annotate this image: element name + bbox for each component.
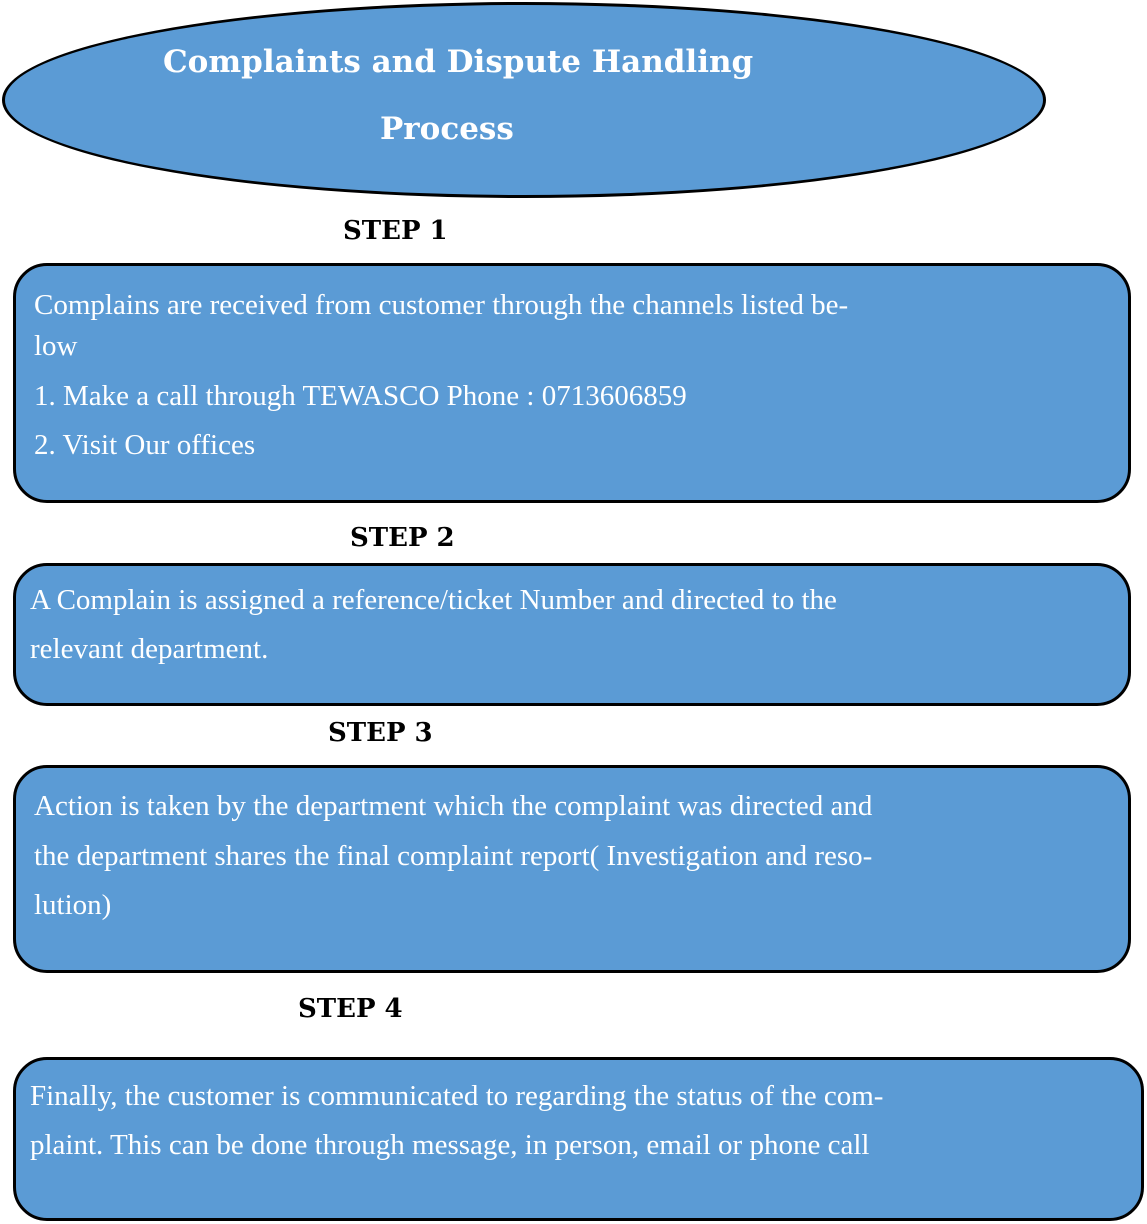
step-1-text-line-4: 2. Visit Our offices	[34, 429, 256, 461]
diagram-title-line-2: Process	[380, 111, 514, 147]
step-3-label: STEP 3	[328, 718, 433, 748]
step-1-text-line-2: low	[34, 330, 78, 362]
diagram-title-line-1: Complaints and Dispute Handling	[163, 44, 754, 80]
step-3-text-line-3: lution)	[34, 889, 112, 921]
step-2-text-line-1: A Complain is assigned a reference/ticket Number and directed to the	[30, 584, 837, 616]
step-4-text-line-2: plaint. This can be done through message, in person, email or phone call	[30, 1129, 870, 1161]
step-2-text-line-2: relevant department.	[30, 633, 269, 665]
step-3-text-line-2: the department shares the final complaint report( Investigation and reso-	[34, 840, 873, 872]
step-1-text-line-3: 1. Make a call through TEWASCO Phone : 0713606859	[34, 380, 687, 412]
step-2-label: STEP 2	[350, 523, 455, 553]
step-4-label: STEP 4	[298, 994, 403, 1024]
title-ellipse	[2, 2, 1046, 198]
step-1-label: STEP 1	[343, 216, 448, 246]
step-1-text-line-1: Complains are received from customer through the channels listed be-	[34, 289, 849, 321]
step-3-text-line-1: Action is taken by the department which the complaint was directed and	[34, 790, 873, 822]
step-4-text-line-1: Finally, the customer is communicated to regarding the status of the com-	[30, 1080, 884, 1112]
